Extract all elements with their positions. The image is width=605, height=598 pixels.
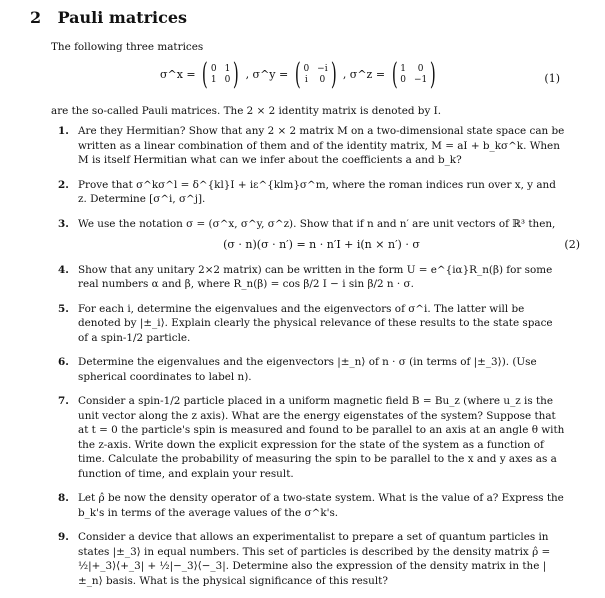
list-item: 2. Prove that σ^kσ^l = δ^{kl}I + iε^{klm}σ^m, where the roman indices run over x, y and z. Determine [σ^i, σ^j]. [58, 178, 556, 205]
equation-2: (σ · n)(σ · n′) = n · n′I + i(n × n′) · σ (2) [223, 238, 580, 251]
list-item: 8. Let ρ̂ be now the density operator of a two-state system. What is the value of a? Express the b_k's in terms of the average values of the σ^k's. [58, 492, 564, 519]
matrix-z: ( 1 0 0 −1 ) [391, 57, 437, 92]
matrix-y: ( 0 −i i 0 ) [294, 57, 337, 92]
list-item: 3. We use the notation σ = (σ^x, σ^y, σ^z). Show that if n and n′ are unit vectors of ℝ³ then, (σ · n)(σ · n′) = n · n′I + i(n × n′) · σ (2) [58, 217, 580, 251]
list-item: 9. Consider a device that allows an experimentalist to prepare a set of quantum particles in states |±_3⟩ in equal numbers. This set of particles is described by the density matrix ρ̂ = ½|+_3⟩⟨+_3| + ½|−_3⟩⟨−_3|. Determine also the expression of the density matrix in the |±_n⟩ basis. What is the physical significance of this result? [58, 531, 551, 587]
section-number: 2 [30, 8, 42, 27]
intro-text: The following three matrices [51, 41, 204, 53]
question-list [50, 124, 580, 598]
equation-1 [160, 57, 460, 94]
list-item: 5. For each i, determine the eigenvalues and the eigenvectors of σ^i. The latter will be denoted by |±_i⟩. Explain clearly the physical relevance of these results to the state space of a spin-1/2 particle. [58, 302, 553, 344]
section-title: Pauli matrices [57, 8, 188, 27]
list-item: 6. Determine the eigenvalues and the eigenvectors |±_n⟩ of n · σ (in terms of |±_3⟩). (Use spherical coordinates to label n). [58, 356, 537, 383]
equation-1-number: (1) [544, 72, 560, 85]
matrix-z-label: , σ^z = [342, 68, 386, 81]
matrix-y-label: , σ^y = [245, 68, 289, 81]
list-item: 7. Consider a spin-1/2 particle placed in a uniform magnetic field B = Bu_z (where u_z is the unit vector along the z axis). What are the energy eigenstates of the system? Suppose that at t = 0 the particle's spin is measured and found to be parallel to an axis at an angle θ with the z-axis. Write down the explicit expression for the state of the system as a function of time. Calculate the probability of measuring the spin to be parallel to the x and y axes as a function of time, and explain your result. [58, 395, 565, 480]
equation-2-number: (2) [564, 238, 580, 251]
list-item: 1. Are they Hermitian? Show that any 2 × 2 matrix M on a two-dimensional state space can be written as a linear combination of them and of the identity matrix, M = aI + b_kσ^k. When M is itself Hermitian what can we infer about the coefficients a and b_k? [58, 125, 565, 166]
list-item: 4. Show that any unitary 2×2 matrix) can be written in the form U = e^{iα}R_n(β) for some real numbers α and β, where R_n(β) = cos β/2 I − i sin β/2 n · σ. [58, 263, 553, 290]
matrix-x: ( 0 1 1 0 ) [202, 57, 240, 92]
matrix-x-label: σ^x = [160, 68, 196, 81]
section-heading [30, 8, 187, 27]
after-equation-text: are the so-called Pauli matrices. The 2 × 2 identity matrix is denoted by I. [51, 105, 442, 117]
